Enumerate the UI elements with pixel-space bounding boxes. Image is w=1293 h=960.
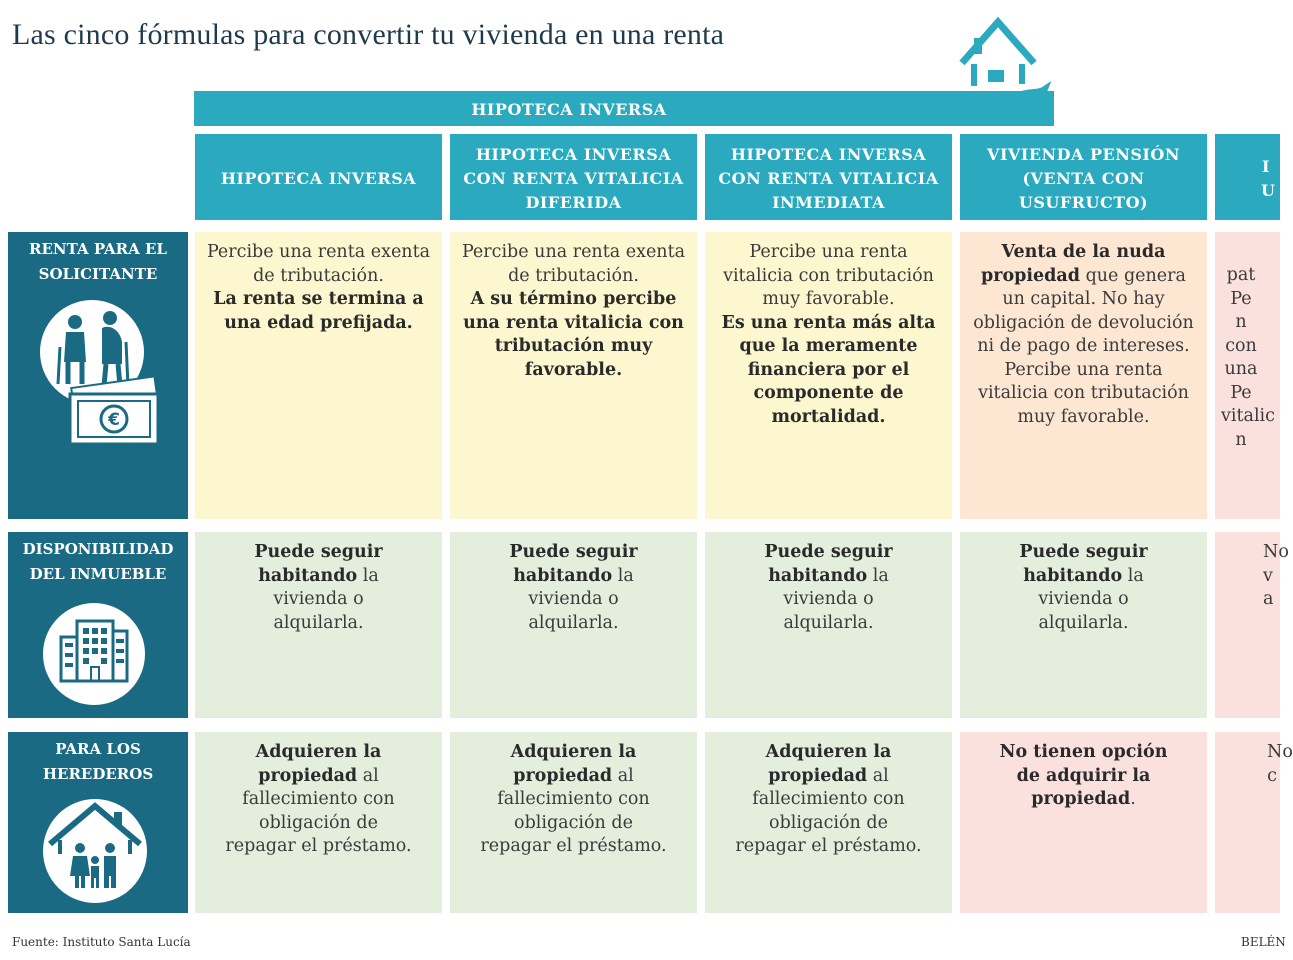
- hipoteca-inversa-band: HIPOTECA INVERSA: [194, 91, 1054, 126]
- row-header-renta: RENTA PARA EL SOLICITANTE €: [8, 232, 188, 519]
- cell-herederos-fifth-clipped: No c: [1215, 732, 1280, 913]
- apartment-building-icon: [41, 601, 147, 707]
- cell-renta-inmediata: Percibe una renta vitalicia con tributación muy favorable. Es una renta más alta que la meramente financiera por el componente de mortalidad.: [705, 232, 952, 519]
- column-header-fifth-clipped: I U: [1215, 134, 1280, 220]
- author-credit: BELÉN: [1241, 935, 1286, 949]
- cell-herederos-diferida: Adquieren la propiedad al fallecimiento con obligación de repagar el préstamo.: [450, 732, 697, 913]
- svg-text:€: €: [108, 410, 120, 430]
- row-header-disponibilidad: DISPONIBILIDAD DEL INMUEBLE: [8, 532, 188, 718]
- cell-herederos-inmediata: Adquieren la propiedad al fallecimiento con obligación de repagar el préstamo.: [705, 732, 952, 913]
- cell-disponibilidad-hipoteca-inversa: Puede seguir habitando la vivienda o alquilarla.: [195, 532, 442, 718]
- euro-banknote-icon: [66, 380, 166, 450]
- cell-renta-fifth-clipped: pat Pe n con una Pe vitalic n: [1215, 232, 1280, 519]
- row-header-herederos: PARA LOS HEREDEROS: [8, 732, 188, 913]
- cell-disponibilidad-diferida: Puede seguir habitando la vivienda o alquilarla.: [450, 532, 697, 718]
- column-header-hipoteca-inversa: HIPOTECA INVERSA: [195, 134, 442, 220]
- cell-herederos-hipoteca-inversa: Adquieren la propiedad al fallecimiento con obligación de repagar el préstamo.: [195, 732, 442, 913]
- column-header-vivienda-pension: VIVIENDA PENSIÓN (VENTA CON USUFRUCTO): [960, 134, 1207, 220]
- cell-disponibilidad-inmediata: Puede seguir habitando la vivienda o alquilarla.: [705, 532, 952, 718]
- cell-renta-hipoteca-inversa: Percibe una renta exenta de tributación. La renta se termina a una edad prefijada.: [195, 232, 442, 519]
- source-note: Fuente: Instituto Santa Lucía: [12, 935, 191, 949]
- cell-renta-diferida: Percibe una renta exenta de tributación. A su término percibe una renta vitalicia con tributación muy favorable.: [450, 232, 697, 519]
- page-title: Las cinco fórmulas para convertir tu vivienda en una renta: [12, 18, 725, 51]
- cell-disponibilidad-fifth-clipped: No v a: [1215, 532, 1280, 718]
- column-header-renta-inmediata: HIPOTECA INVERSA CON RENTA VITALICIA INMEDIATA: [705, 134, 952, 220]
- cell-disponibilidad-vivienda-pension: Puede seguir habitando la vivienda o alquilarla.: [960, 532, 1207, 718]
- column-header-renta-diferida: HIPOTECA INVERSA CON RENTA VITALICIA DIFERIDA: [450, 134, 697, 220]
- cell-renta-vivienda-pension: Venta de la nuda propiedad que genera un capital. No hay obligación de devolución ni de pago de intereses. Percibe una renta vitalicia con tributación muy favorable.: [960, 232, 1207, 519]
- cell-herederos-vivienda-pension: No tienen opción de adquirir la propiedad.: [960, 732, 1207, 913]
- family-house-icon: [40, 796, 150, 906]
